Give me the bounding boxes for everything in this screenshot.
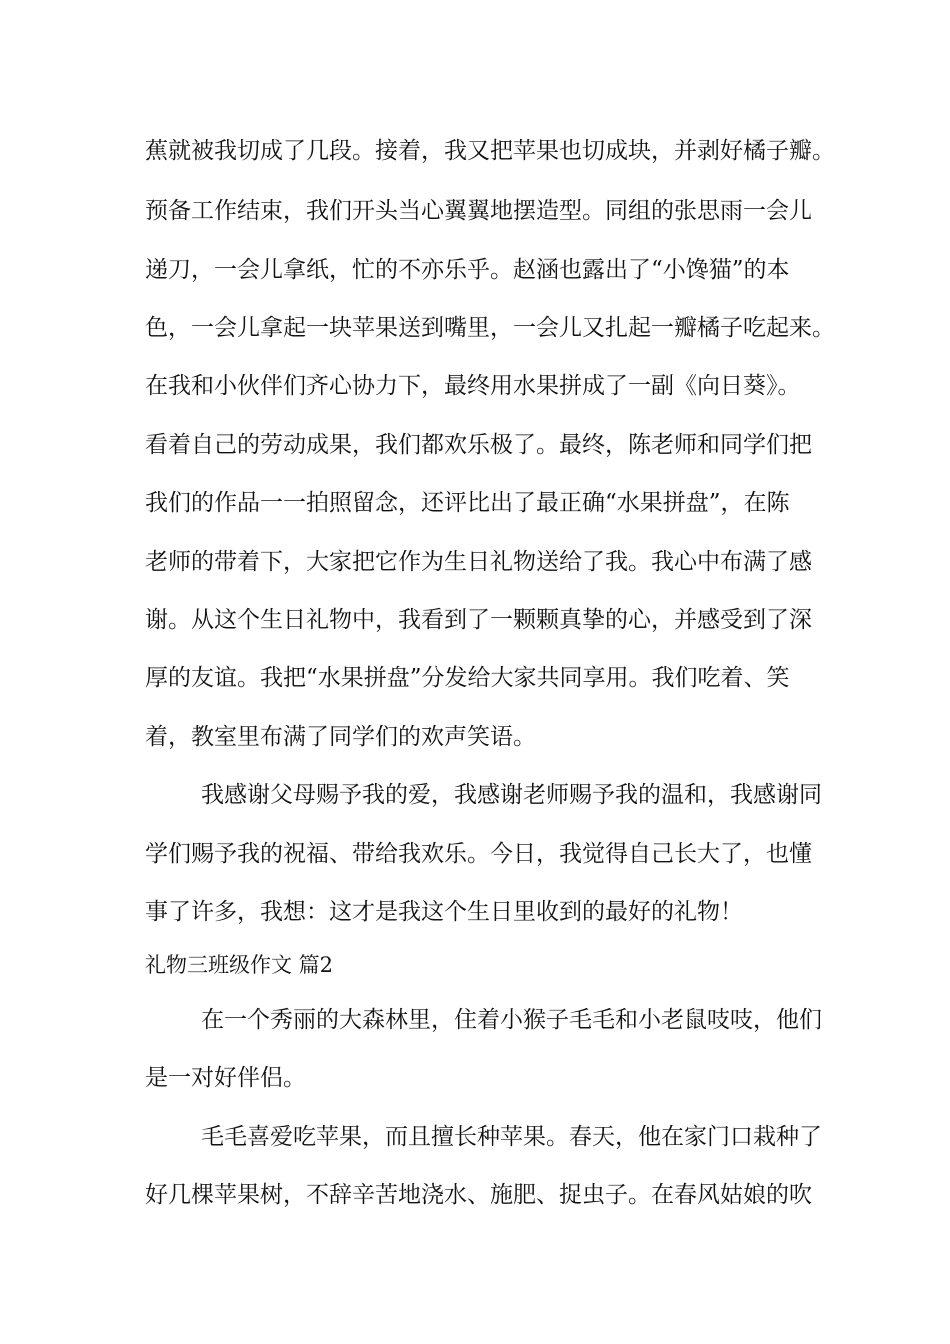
- text-line: 事了许多，我想：这才是我这个生日里收到的最好的礼物！: [145, 899, 743, 925]
- text-line: 老师的带着下，大家把它作为生日礼物送给了我。我心中布满了感: [145, 549, 812, 575]
- text-line: 谢。从这个生日礼物中，我看到了一颗颗真挚的心，并感受到了深: [145, 607, 812, 633]
- text-line: 预备工作结束，我们开头当心翼翼地摆造型。同组的张思雨一会儿: [145, 198, 812, 224]
- text-line: 蕉就被我切成了几段。接着，我又把苹果也切成块，并剥好橘子瓣。: [145, 138, 835, 164]
- paragraph-first-line: 毛毛喜爱吃苹果，而且擅长种苹果。春天，他在家门口栽种了: [201, 1124, 822, 1150]
- text-line: 色，一会儿拿起一块苹果送到嘴里，一会儿又扎起一瓣橘子吃起来。: [145, 315, 835, 341]
- text-line: 着，教室里布满了同学们的欢声笑语。: [145, 724, 536, 750]
- text-line: 是一对好伴侣。: [145, 1065, 306, 1091]
- text-line: 厚的友谊。我把“水果拼盘”分发给大家共同享用。我们吃着、笑: [145, 665, 790, 691]
- text-line: 在我和小伙伴们齐心协力下，最终用水果拼成了一副《向日葵》。: [145, 373, 801, 399]
- text-line: 我们的作品一一拍照留念，还评比出了最正确“水果拼盘”，在陈: [145, 490, 790, 516]
- paragraph-first-line: 在一个秀丽的大森林里，住着小猴子毛毛和小老鼠吱吱，他们: [201, 1007, 822, 1033]
- section-heading: 礼物三班级作文 篇2: [145, 953, 334, 977]
- text-line: 学们赐予我的祝福、带给我欢乐。今日，我觉得自己长大了，也懂: [145, 841, 812, 867]
- text-line: 递刀，一会儿拿纸，忙的不亦乐乎。赵涵也露出了“小馋猫”的本: [145, 257, 790, 283]
- paragraph-first-line: 我感谢父母赐予我的爱，我感谢老师赐予我的温和，我感谢同: [201, 782, 822, 808]
- text-line: 看着自己的劳动成果，我们都欢乐极了。最终，陈老师和同学们把: [145, 432, 812, 458]
- text-line: 好几棵苹果树，不辞辛苦地浇水、施肥、捉虫子。在春风姑娘的吹: [145, 1182, 812, 1208]
